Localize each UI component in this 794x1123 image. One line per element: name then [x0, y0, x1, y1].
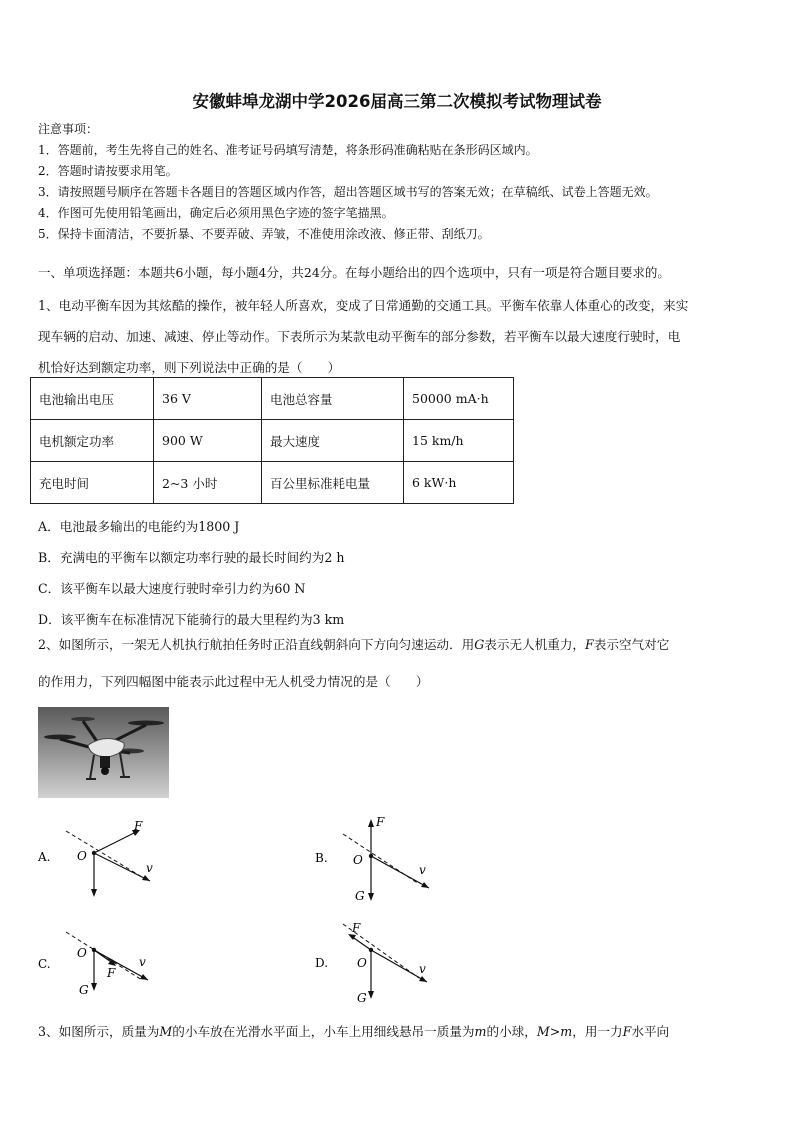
label-f: F	[134, 819, 143, 833]
question-2-text: 表示无人机重力，	[484, 637, 586, 652]
symbol-f: F	[585, 637, 594, 652]
label-v: v	[419, 962, 426, 976]
option-d: D．该平衡车在标准情况下能骑行的最大里程约为3 km	[38, 612, 345, 627]
label-g: G	[355, 889, 365, 903]
point-o	[369, 854, 373, 858]
note-item: 3．请按照题号顺序在答题卡各题目的答题区域内作答，超出答题区域书写的答案无效；在草稿纸、试卷上答题无效。	[38, 185, 658, 199]
label-f: F	[352, 921, 361, 935]
question-2-text: 表示空气对它	[593, 637, 670, 652]
force-diagram-d	[313, 920, 453, 1008]
diagram-b	[313, 814, 453, 910]
question-3-text: 的小车放在光滑水平面上，小车上用细线悬吊一质量为	[172, 1024, 475, 1039]
table-cell: 50000 mA·h	[404, 378, 514, 420]
diagram-c	[36, 928, 176, 1004]
force-diagram-a	[36, 817, 176, 902]
question-1-line: 机恰好达到额定功率，则下列说法中正确的是（ ）	[38, 360, 341, 375]
force-diagram-c	[36, 928, 176, 1000]
table-cell: 36 V	[154, 378, 262, 420]
table-cell: 电池输出电压	[31, 378, 154, 420]
notes-heading: 注意事项：	[38, 122, 99, 136]
drone-image	[38, 707, 169, 798]
label-o: O	[77, 946, 87, 960]
table-row	[31, 378, 514, 420]
option-letter: C.	[38, 957, 51, 971]
arrowhead	[368, 893, 374, 901]
label-g: G	[79, 983, 89, 997]
symbol-f: F	[622, 1024, 632, 1039]
table-cell: 充电时间	[31, 462, 154, 504]
question-1-line: 现车辆的启动、加速、减速、停止等动作。下表所示为某款电动平衡车的部分参数，若平衡车以最大速度行驶时，电	[38, 329, 681, 344]
diagram-a	[36, 817, 176, 906]
table-cell: 电机额定功率	[31, 420, 154, 462]
option-letter: D.	[315, 956, 329, 970]
arrowhead	[91, 983, 97, 991]
option-letter: B.	[315, 851, 328, 865]
mass-comparison: M>m	[536, 1024, 573, 1039]
label-v: v	[146, 861, 153, 875]
note-item: 1．答题前，考生先将自己的姓名、准考证号码填写清楚，将条形码准确粘贴在条形码区域内。	[38, 143, 538, 157]
option-b: B．充满电的平衡车以额定功率行驶的最长时间约为2 h	[38, 550, 345, 565]
symbol-g: G	[474, 637, 485, 652]
table-cell: 6 kW·h	[404, 462, 514, 504]
question-1-line: 1、电动平衡车因为其炫酷的操作，被年轻人所喜欢，变成了日常通勤的交通工具。平衡车依靠人体重心的改变，来实	[38, 298, 689, 313]
arrowhead	[419, 976, 427, 982]
drone-photo	[38, 707, 169, 798]
parameter-table	[30, 377, 514, 504]
note-item: 4．作图可先使用铅笔画出，确定后必须用黑色字迹的签字笔描黑。	[38, 206, 394, 220]
point-o	[92, 851, 96, 855]
label-o: O	[357, 956, 367, 970]
arrowhead	[368, 819, 374, 827]
question-2-line-2: 的作用力，下列四幅图中能表示此过程中无人机受力情况的是（ ）	[38, 674, 429, 689]
table-cell: 2~3 小时	[154, 462, 262, 504]
note-item: 5．保持卡面清洁，不要折暴、不要弄破、弄皱，不准使用涂改液、修正带、刮纸刀。	[38, 227, 490, 241]
question-3-line-1	[38, 1021, 669, 1040]
exam-title: 安徽蚌埠龙湖中学2026届高三第二次模拟考试物理试卷	[192, 92, 602, 111]
table-cell: 最大速度	[262, 420, 404, 462]
table-row	[31, 420, 514, 462]
force-f-arrow	[94, 831, 138, 853]
point-o	[369, 948, 373, 952]
question-3-text: 水平向	[631, 1024, 670, 1039]
question-1	[38, 290, 758, 383]
table-cell: 百公里标准耗电量	[262, 462, 404, 504]
table-cell: 电池总容量	[262, 378, 404, 420]
arrowhead	[91, 889, 97, 897]
option-c: C．该平衡车以最大速度行驶时牵引力约为60 N	[38, 581, 306, 596]
question-2-text: 2、如图所示，一架无人机执行航拍任务时正沿直线朝斜向下方向匀速运动．用	[38, 637, 475, 652]
note-item: 2．答题时请按要求用笔。	[38, 164, 178, 178]
question-2-line-1	[38, 634, 669, 653]
label-o: O	[353, 853, 363, 867]
arrowhead	[421, 882, 429, 888]
label-f: F	[107, 966, 116, 980]
table-cell: 900 W	[154, 420, 262, 462]
label-f: F	[376, 815, 385, 829]
question-1-options	[38, 511, 344, 635]
section-heading: 一、单项选择题：本题共6小题，每小题4分，共24分。在每小题给出的四个选项中，只有一项是符合题目要求的。	[38, 265, 670, 280]
point-o	[92, 948, 96, 952]
label-v: v	[419, 863, 426, 877]
arrowhead	[368, 991, 374, 999]
diagram-d	[313, 920, 453, 1012]
force-diagram-b	[313, 814, 453, 906]
table-cell: 15 km/h	[404, 420, 514, 462]
option-letter: A.	[38, 850, 51, 864]
arrowhead	[140, 974, 148, 980]
table-row	[31, 462, 514, 504]
question-3-text: ，用一力	[572, 1024, 623, 1039]
option-a: A．电池最多输出的电能约为1800 J	[38, 519, 240, 534]
question-3-text: 3、如图所示，质量为	[38, 1024, 160, 1039]
label-v: v	[139, 955, 146, 969]
velocity-arrow	[94, 853, 150, 881]
question-3-text: 的小球，	[486, 1024, 537, 1039]
notes-block	[38, 119, 658, 245]
symbol-m-large: M	[159, 1024, 173, 1039]
label-o: O	[77, 849, 87, 863]
symbol-m-small: m	[474, 1024, 487, 1039]
label-g: G	[357, 991, 367, 1005]
